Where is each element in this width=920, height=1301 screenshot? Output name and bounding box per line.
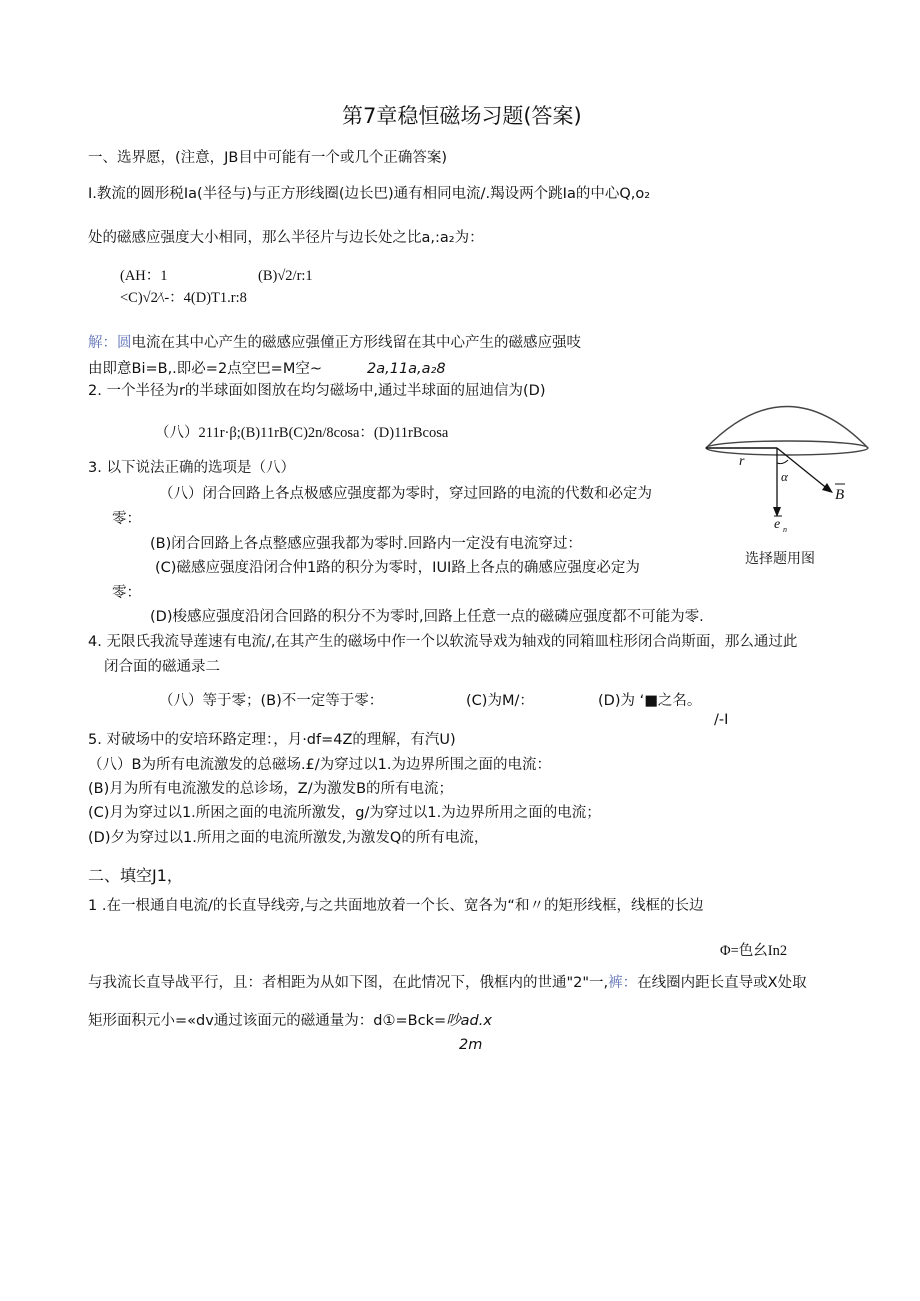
q1-line1: I.教流的圆形税Ia(半径与)与正方形线圈(边长巴)通有相同电流/.羯设两个跳Ia的中心Q,o₂ [88,186,651,202]
q1-solution-ratio: 2a,11a,a₂8 [367,361,446,377]
figure-caption: 选择题用图 [745,551,815,567]
f1-line3 [88,1012,492,1030]
label-en-sub: n [783,525,787,534]
section-heading-choice: 一、选界愿，(注意，JB目中可能有一个或几个正确答案) [88,150,448,166]
q3-option-c-line2: 零： [112,585,141,601]
q5-option-b: (B)月为所有电流激发的总诊场，Z/为激发B的所有电流； [88,781,454,797]
q4-option-d: (D)为 ‘■之名。 [598,693,702,709]
q4-tail: /-I [714,712,729,728]
q4-option-ab: （八）等于零；(B)不一定等于零： [159,693,384,709]
section-heading-fill: 二、填空J1， [88,866,183,885]
q5-text: 5. 对破场中的安培环路定理：，月·df=4Z的理解，有汽U) [88,732,456,748]
f1-line1: 1 .在一根通自电流/的长直导线旁,与之共面地放着一个长、宽各为“和〃的矩形线框，线框的长边 [88,898,704,914]
label-r: r [739,454,745,469]
q5-option-d: (D)夕为穿过以1.所用之面的电流所激发,为激发Q的所有电流， [88,830,489,846]
f1-line3-expr: 吵ad.x [446,1013,492,1029]
q2-text: 2. 一个半径为r的半球面如图放在均匀磁场中,通过半球面的屈迪信为(D) [88,383,546,399]
q1-solution-line1 [88,334,581,352]
q3-option-a-line2: 零： [112,511,141,527]
q1-solution-line2: 由即意Bi=B,.即必=2点空巴=M空~ [88,361,322,377]
q4-line1: 4. 无限氏我流导莲速有电流/,在其产生的磁场中作一个以软流导戏为轴戏的同箱皿柱形闭合尚斯面，那么通过此 [88,634,798,650]
q3-option-a-line1: （八）闭合回路上各点极感应强度都为零时，穿过回路的电流的代数和必定为 [159,486,652,502]
label-B: B [835,487,845,503]
label-en: e [774,517,781,532]
field-arrowhead [822,483,833,493]
q3-option-c-line1: (C)磁感应强度沿闭合仲1路的积分为零时，IUI路上各点的确感应强度必定为 [155,560,640,576]
f1-solution-label: 裤： [608,975,638,991]
q1-option-a: (AH：1 [120,268,168,284]
f1-flux-result: Φ=色幺In2 [720,943,788,959]
q5-option-c: (C)月为穿过以1.所困之面的电流所激发，g/为穿过以1.为边界所用之面的电流； [88,805,601,821]
label-alpha: α [781,469,788,484]
q5-option-a: （八）B为所有电流激发的总磁场.£/为穿过以1.为边界所围之面的电流： [88,757,551,773]
solution-label: 解：圆 [88,335,132,351]
q4-line2: 闭合面的磁通录二 [104,659,220,675]
q3-option-d: (D)梭感应强度沿闭合回路的积分不为零时,回路上任意一点的磁磷应强度都不可能为零. [150,609,704,625]
hemisphere-figure [704,403,874,543]
q4-option-c: (C)为M/： [466,693,534,709]
q1-option-b: (B)√2/r:1 [258,268,313,284]
angle-arc [777,460,788,464]
q1-line2: 处的磁感应强度大小相同，那么半径片与边长处之比a,:a₂为： [88,230,484,246]
q2-options: （八）211r·β;(B)11rB(C)2n/8cosa：(D)11rBcosa [155,425,449,441]
f1-line3-text: 矩形面积元小=«dv通过该面元的磁通量为：d①=Bck= [88,1013,447,1029]
f1-line2-text: 与我流长直导战平行，且：者相距为从如下图，在此情况下，俄框内的世通"2"一, [88,975,609,991]
q3-option-b: (B)闭合回路上各点整感应强我都为零时.回路内一定没有电流穿过： [150,536,582,552]
q1-option-cd: <C)√2∕\-：4(D)T1.r:8 [120,290,247,306]
solution-text: 电流在其中心产生的磁感应强僮正方形线留在其中心产生的磁感应强吱 [131,335,581,351]
f1-line2-text-b: 在线圈内距长直导或X处取 [637,975,807,991]
hemisphere-dome [706,407,868,449]
f1-denominator: 2m [459,1037,483,1053]
q3-text: 3. 以下说法正确的选项是（八） [88,460,295,476]
f1-line2 [88,974,807,992]
page-title: 第7章稳恒磁场习题(答案) [342,104,582,128]
